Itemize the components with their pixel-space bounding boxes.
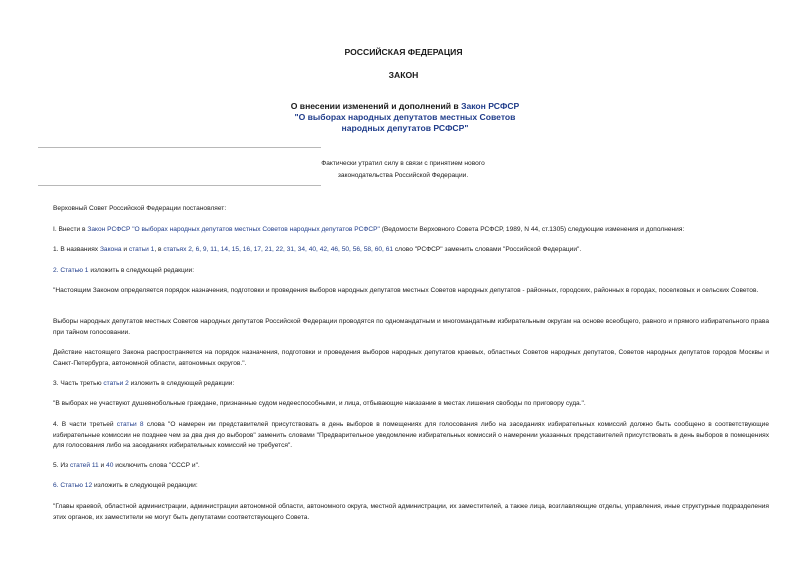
title-link-law[interactable]: Закон РСФСР: [461, 101, 520, 111]
title-prefix: О внесении изменений и дополнений в: [290, 101, 462, 111]
top-divider: [38, 147, 321, 148]
law-title: [250, 101, 560, 134]
title-link-line2[interactable]: "О выборах народных депутатов местных Советов: [294, 112, 516, 122]
p11-suffix: изложить в следующей редакции:: [92, 482, 198, 489]
p9-prefix: 4. В части третьей: [53, 421, 117, 428]
p3-num[interactable]: 2.: [53, 267, 59, 274]
validity-note: [298, 158, 508, 182]
paragraph-12: "Главы краевой, областной администрации, администрации автономной области, автономного округа, местной администрации, их заместителей, а также лица, возглавляющие отделы, управления, иные структурные подразделения этих органов, их заместители не могут быть депутатами соответствующего Совета.: [53, 503, 769, 521]
p9-suffix: слова "О намерен ии представителей присутствовать в день выборов в помещениях для голосования либо на заседаниях избирательных комиссий должно быть сообщено в соответствующие избирательные комиссии не позднее чем за два дня до выборов" заменить словами "Предварительное уведомление избирательных комиссий о намерении указанных представителей присутствовать в день выборов в помещениях для голосования либо на заседаниях избирательных комиссий не требуется".: [53, 421, 770, 449]
paragraph-1: [53, 225, 769, 236]
paragraph-3: [53, 266, 769, 277]
paragraph-6: Действие настоящего Закона распространяется на порядок назначения, подготовки и проведения выборов народных депутатов краевых, областных Советов народных депутатов, Советов народных депутатов городов Москвы и Санкт-Петербурга, автономной области, автономных округов.".: [53, 349, 769, 367]
p2-prefix: 1. В названиях: [53, 246, 100, 253]
country-heading: РОССИЙСКАЯ ФЕДЕРАЦИЯ: [344, 47, 463, 57]
p3-suffix: изложить в следующей редакции:: [88, 267, 195, 274]
bottom-divider: [38, 185, 321, 186]
p7-article2-link[interactable]: статьи 2: [103, 380, 129, 387]
paragraph-11: [53, 481, 769, 492]
p9-article8-link[interactable]: статьи 8: [116, 421, 144, 428]
p10-article11-link[interactable]: статей 11: [69, 462, 99, 469]
paragraph-8: "В выборах не участвуют душевнобольные граждане, признанные судом недееспособными, и лица, отбывающие наказание в местах лишения свободы по приговору суда.".: [53, 400, 586, 407]
p3-article1-link[interactable]: Статью 1: [60, 267, 89, 274]
paragraph-4: "Настоящим Законом определяется порядок назначения, подготовки и проведения выборов народных депутатов местных Советов народных депутатов - районных, городских, районных в городах, поселковых и сельских Советов.: [53, 287, 759, 294]
title-link-line3[interactable]: народных депутатов РСФСР": [341, 123, 469, 133]
p11-num[interactable]: 6.: [53, 482, 59, 489]
p7-suffix: изложить в следующей редакции:: [128, 380, 235, 387]
p10-and: и: [98, 462, 107, 469]
p2-law-link[interactable]: Закона: [99, 246, 122, 253]
note-line1: Фактически утратил силу в связи с принятием нового: [321, 160, 485, 167]
paragraph-9: [53, 420, 769, 452]
p2-and: и: [121, 246, 129, 253]
p11-article12-link[interactable]: Статью 12: [60, 482, 93, 489]
p10-suffix: исключить слова "СССР и".: [113, 462, 200, 469]
paragraph-2: [53, 245, 769, 256]
p1-suffix: (Ведомости Верховного Совета РСФСР, 1989, N 44, ст.1305) следующие изменения и дополнения:: [379, 226, 685, 233]
paragraph-5: Выборы народных депутатов местных Советов народных депутатов Российской Федерации проводятся по одномандатным и многомандатным избирательным округам на основе всеобщего, равного и прямого избирательного права при тайном голосовании.: [53, 318, 769, 336]
p1-law-link[interactable]: Закон РСФСР "О выборах народных депутатов местных Советов народных депутатов РСФСР": [87, 226, 380, 233]
law-heading: ЗАКОН: [388, 70, 419, 80]
paragraph-10: [53, 461, 769, 472]
p2-mid: , в: [154, 246, 164, 253]
note-line2: законодательства Российской Федерации.: [337, 172, 469, 179]
p1-prefix: I. Внести в: [53, 226, 88, 233]
p10-prefix: 5. Из: [53, 462, 70, 469]
p2-articles-link[interactable]: статьях 2, 6, 9, 11, 14, 15, 16, 17, 21, 22, 31, 34, 40, 42, 46, 50, 56, 58, 60, 61: [163, 246, 394, 253]
preamble: Верховный Совет Российской Федерации постановляет:: [53, 205, 227, 212]
p10-article40-link[interactable]: 40: [106, 462, 114, 469]
p7-prefix: 3. Часть третью: [53, 380, 104, 387]
paragraph-7: [53, 379, 769, 390]
p2-article1-link[interactable]: статьи 1: [128, 246, 155, 253]
p2-suffix: слово "РСФСР" заменить словами "Российской Федерации".: [393, 246, 582, 253]
